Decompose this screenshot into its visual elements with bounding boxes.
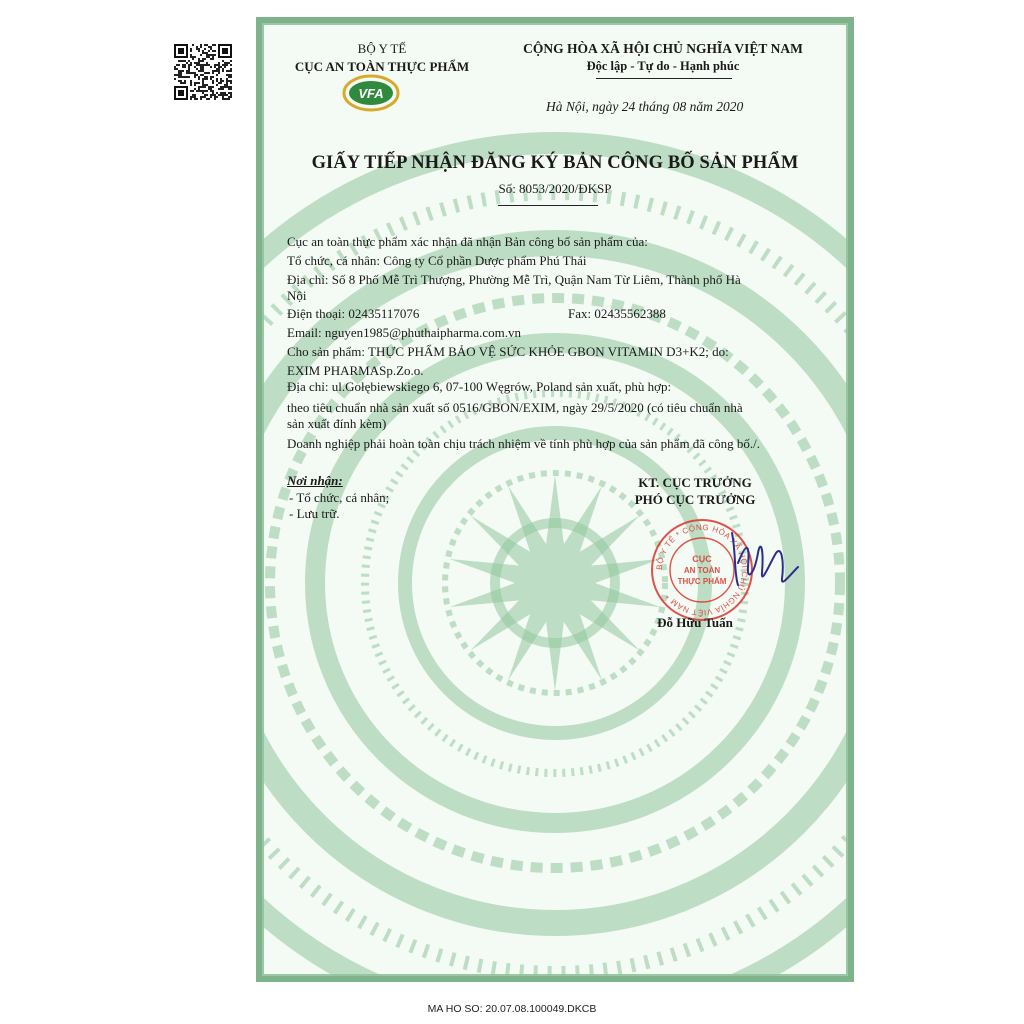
recipient-item: - Tổ chức, cá nhân;	[289, 490, 390, 505]
vfa-logo	[342, 73, 400, 113]
intro-text: Cục an toàn thực phẩm xác nhận đã nhận Bản công bố sản phẩm của:	[287, 234, 648, 249]
address-line-2: Nội	[287, 288, 307, 303]
agency-name: CỤC AN TOÀN THỰC PHẨM	[294, 59, 470, 74]
seal-ring-text: BỘ Y TẾ * CỘNG HÒA XÃ HỘI CHỦ NGHĨA VIỆT NAM *	[654, 522, 750, 618]
handwritten-signature	[724, 523, 804, 595]
product-line-2: EXIM PHARMASp.Zo.o.	[287, 363, 424, 378]
signer-authority: KT. CỤC TRƯỞNG	[638, 475, 752, 490]
email-line: Email: nguyen1985@phuthaipharma.com.vn	[287, 325, 522, 340]
republic-heading: CỘNG HÒA XÃ HỘI CHỦ NGHĨA VIỆT NAM	[523, 41, 803, 56]
document-number: Số: 8053/2020/ĐKSP	[498, 181, 612, 196]
phone-line: Điện thoại: 02435117076	[287, 306, 420, 321]
organization-line: Tổ chức, cá nhân: Công ty Cổ phần Dược phẩm Phú Thái	[287, 253, 587, 268]
standard-line-2: sản xuất đính kèm)	[287, 416, 387, 431]
signer-name: Đỗ Hữu Tuấn	[657, 615, 733, 630]
issue-date: Hà Nội, ngày 24 tháng 08 năm 2020	[546, 99, 744, 114]
fax-line: Fax: 02435562388	[568, 306, 666, 321]
qr-code	[174, 44, 232, 100]
seal-inner-text: CỤC	[692, 554, 712, 564]
seal-inner-text: THỰC PHẨM	[677, 577, 727, 586]
product-line-1: Cho sản phẩm: THỰC PHẨM BẢO VỆ SỨC KHỎE GBON VITAMIN D3+K2; do:	[287, 344, 729, 359]
standard-line-1: theo tiêu chuẩn nhà sản xuất số 0516/GBON/EXIM, ngày 29/5/2020 (có tiêu chuẩn nhà	[287, 400, 743, 415]
certificate-paper	[262, 23, 848, 976]
recipient-item: - Lưu trữ.	[289, 506, 340, 521]
signer-position: PHÓ CỤC TRƯỞNG	[634, 492, 756, 507]
national-motto: Độc lập - Tự do - Hạnh phúc	[586, 59, 740, 73]
manufacturer-address: Địa chỉ: ul.Gołębiewskiego 6, 07-100 Węgrów, Poland sản xuất, phù hợp:	[287, 379, 672, 394]
recipients-title: Nơi nhận:	[287, 473, 343, 488]
document-title: GIẤY TIẾP NHẬN ĐĂNG KÝ BẢN CÔNG BỐ SẢN PHẨM	[311, 153, 799, 173]
record-code: MA HO SO: 20.07.08.100049.DKCB	[427, 1003, 597, 1015]
vfa-logo-text: VFA	[358, 86, 384, 101]
address-line-1: Địa chỉ: Số 8 Phố Mễ Trì Thượng, Phường Mễ Trì, Quận Nam Từ Liêm, Thành phố Hà	[287, 272, 741, 287]
ministry-name: BỘ Y TẾ	[357, 41, 407, 56]
number-underline	[498, 205, 598, 206]
seal-inner-text: AN TOÀN	[683, 566, 721, 575]
motto-underline	[596, 78, 732, 79]
responsibility-line: Doanh nghiệp phải hoàn toàn chịu trách nhiệm về tính phù hợp của sản phẩm đã công bố./.	[287, 436, 760, 451]
